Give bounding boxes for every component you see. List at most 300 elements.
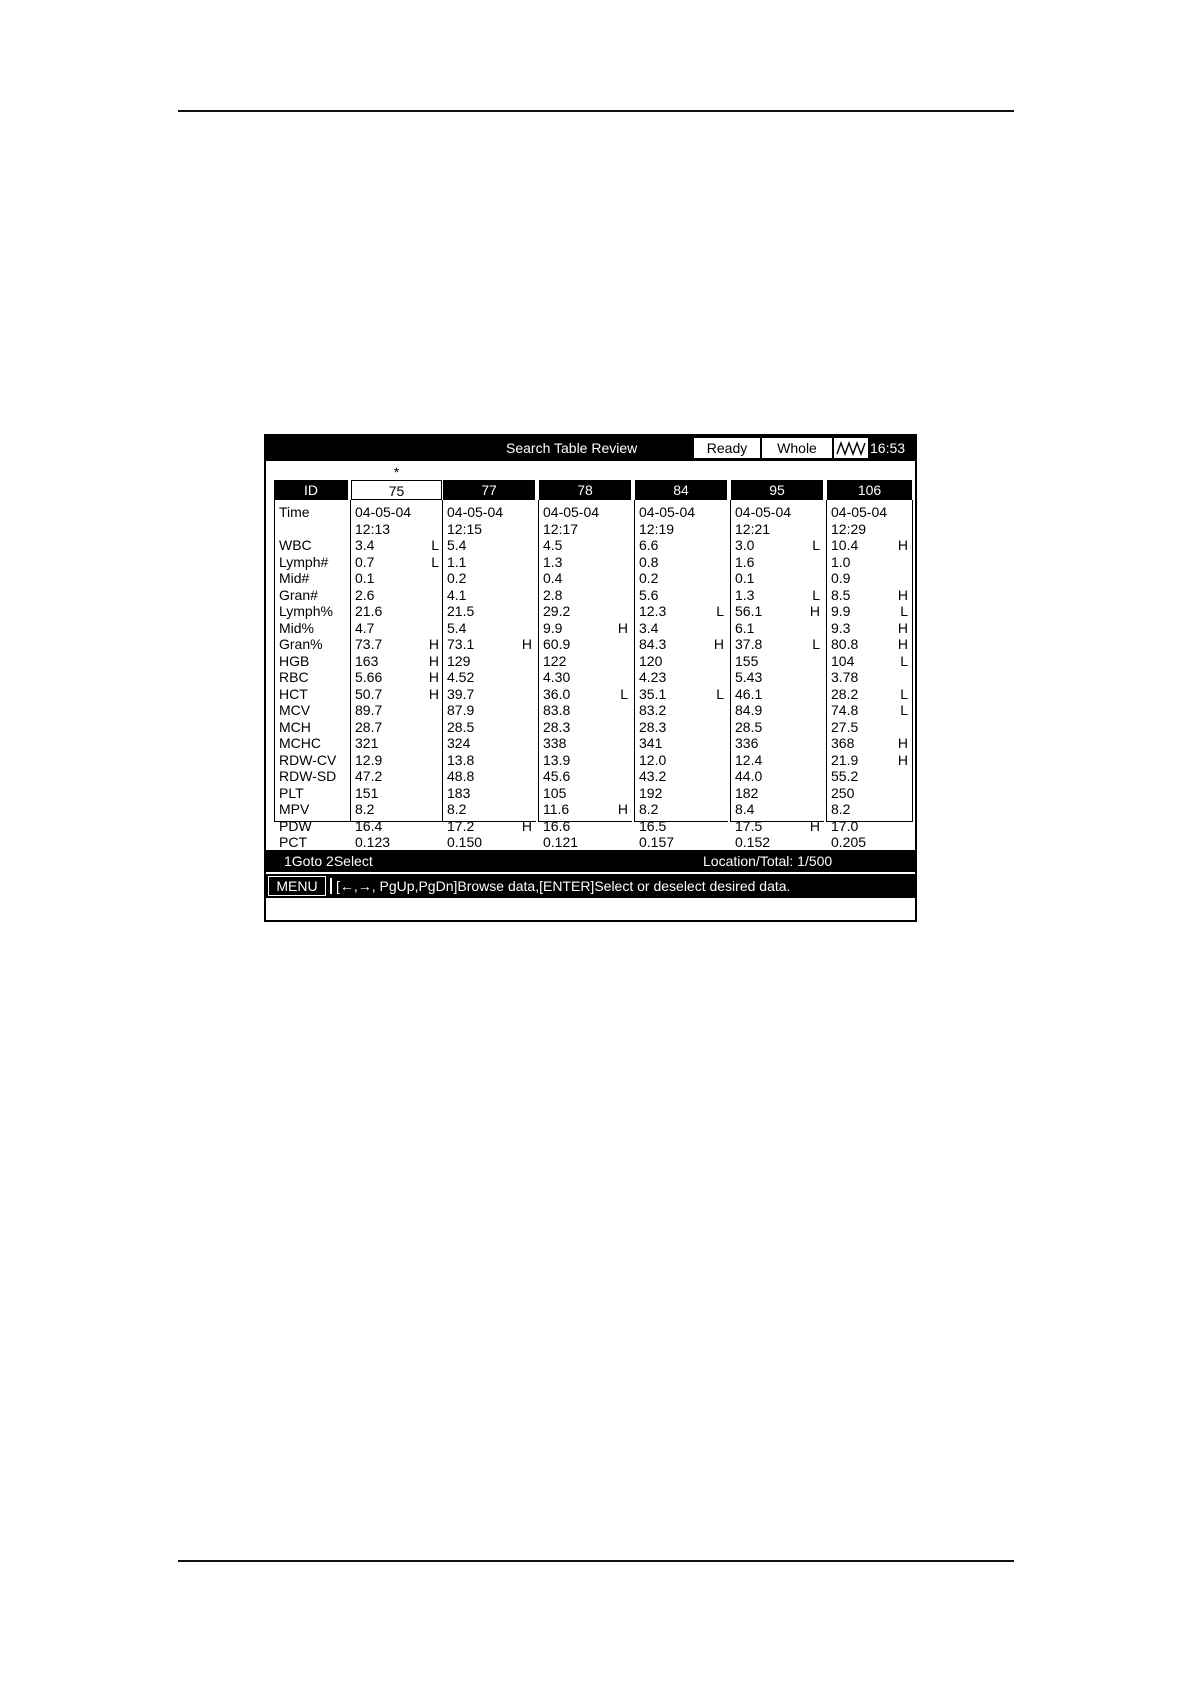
result-cell — [735, 768, 820, 784]
result-cell — [639, 818, 724, 834]
result-flag: L — [431, 537, 439, 553]
result-value: 28.2 — [831, 685, 859, 702]
result-cell — [355, 669, 439, 685]
result-cell — [639, 768, 724, 784]
clock: 16:53 — [870, 440, 906, 456]
result-cell — [831, 653, 908, 669]
result-value: 10.4 — [831, 537, 859, 553]
result-cell — [639, 587, 724, 603]
result-cell — [543, 834, 628, 850]
result-cell — [543, 719, 628, 735]
result-value: 4.5 — [543, 537, 563, 553]
result-value: 45.6 — [543, 768, 571, 784]
result-cell — [355, 603, 439, 619]
result-value: 84.3 — [639, 636, 667, 652]
sample-date: 04-05-04 — [447, 504, 504, 520]
result-flag: H — [521, 817, 532, 834]
result-cell — [639, 735, 724, 751]
result-value: 0.123 — [355, 834, 391, 850]
menu-button[interactable]: MENU — [268, 876, 326, 896]
result-cell — [447, 818, 532, 834]
result-cell — [831, 686, 908, 702]
parameter-label: RBC — [279, 669, 309, 685]
parameter-label: Gran# — [279, 586, 318, 603]
result-cell — [735, 636, 820, 652]
sample-time: 12:21 — [735, 520, 771, 537]
sample-column-75[interactable] — [350, 452, 443, 850]
result-value: 13.8 — [447, 751, 475, 768]
result-value: 122 — [543, 652, 567, 669]
sample-time: 12:13 — [355, 520, 391, 537]
sample-id-header[interactable]: 75 — [351, 480, 442, 500]
result-value: 36.0 — [543, 685, 571, 702]
result-value: 5.66 — [355, 669, 383, 685]
result-value: 28.3 — [543, 718, 571, 735]
result-cell — [831, 719, 908, 735]
result-cell — [831, 834, 908, 850]
result-value: 28.5 — [447, 718, 475, 735]
result-cell — [355, 636, 439, 652]
result-value: 163 — [355, 652, 379, 669]
result-value: 192 — [639, 784, 663, 801]
result-value: 120 — [639, 652, 663, 669]
result-cell — [447, 537, 532, 553]
id-header: ID — [274, 480, 348, 500]
parameter-label: MCV — [279, 702, 311, 718]
result-cell — [355, 587, 439, 603]
result-cell — [447, 570, 532, 586]
result-flag: H — [428, 685, 439, 702]
result-value: 0.150 — [447, 834, 483, 850]
result-value: 182 — [735, 784, 759, 801]
result-cell — [735, 686, 820, 702]
parameter-label-column — [274, 452, 350, 850]
result-value: 87.9 — [447, 702, 475, 718]
result-cell — [735, 587, 820, 603]
result-flag: L — [900, 685, 908, 702]
result-cell — [543, 818, 628, 834]
result-cell — [639, 603, 724, 619]
sample-column-body — [730, 500, 824, 850]
result-cell — [831, 702, 908, 718]
result-cell — [543, 653, 628, 669]
result-cell — [831, 818, 908, 834]
shortcut-hints: 1Goto 2Select — [284, 853, 373, 869]
result-value: 4.30 — [543, 669, 571, 685]
parameter-label: Lymph# — [279, 553, 329, 570]
result-flag: H — [897, 735, 908, 751]
result-value: 73.7 — [355, 636, 383, 652]
result-value: 0.152 — [735, 834, 771, 850]
sample-date: 04-05-04 — [639, 504, 696, 520]
result-value: 2.8 — [543, 586, 563, 603]
parameter-label: PLT — [279, 784, 304, 801]
analyzer-screen — [264, 434, 917, 922]
result-cell — [447, 653, 532, 669]
result-flag: H — [897, 586, 908, 603]
result-cell — [543, 686, 628, 702]
result-cell — [447, 785, 532, 801]
sample-id-header[interactable]: 77 — [443, 480, 535, 500]
result-flag: L — [812, 636, 820, 652]
sample-id-header[interactable]: 95 — [731, 480, 823, 500]
result-cell — [735, 702, 820, 718]
result-value: 0.4 — [543, 570, 563, 586]
result-value: 46.1 — [735, 685, 763, 702]
result-cell — [543, 603, 628, 619]
result-cell — [355, 735, 439, 751]
sample-time: 12:17 — [543, 520, 579, 537]
result-cell — [447, 669, 532, 685]
result-cell — [639, 653, 724, 669]
label-column-body — [274, 500, 350, 850]
result-value: 0.7 — [355, 553, 375, 570]
sample-time: 12:19 — [639, 520, 675, 537]
result-flag: H — [897, 636, 908, 652]
sample-column-95[interactable] — [730, 452, 824, 850]
result-cell — [543, 537, 628, 553]
result-cell — [355, 801, 439, 817]
result-flag: L — [431, 553, 439, 570]
result-cell — [355, 785, 439, 801]
result-cell — [543, 702, 628, 718]
result-value: 104 — [831, 652, 855, 669]
result-flag: H — [809, 603, 820, 619]
screen-title: Search Table Review — [506, 440, 638, 456]
page-top-rule — [178, 110, 1014, 112]
result-cell — [735, 653, 820, 669]
result-cell — [639, 719, 724, 735]
result-cell — [831, 554, 908, 570]
result-cell — [355, 620, 439, 636]
sample-column-106[interactable] — [826, 452, 913, 850]
parameter-label: Gran% — [279, 636, 323, 652]
parameter-label: RDW-SD — [279, 768, 337, 784]
result-flag: H — [428, 669, 439, 685]
result-value: 83.2 — [639, 702, 667, 718]
result-value: 0.8 — [639, 553, 659, 570]
result-value: 2.6 — [355, 586, 375, 603]
result-value: 17.2 — [447, 817, 475, 834]
selection-marker: * — [393, 464, 400, 480]
result-flag: L — [716, 603, 724, 619]
sample-column-body — [350, 500, 443, 850]
sample-column-body — [442, 500, 536, 850]
result-cell — [355, 719, 439, 735]
result-value: 35.1 — [639, 685, 667, 702]
result-cell — [355, 834, 439, 850]
result-cell — [543, 570, 628, 586]
result-value: 16.4 — [355, 817, 383, 834]
result-cell — [543, 768, 628, 784]
result-value: 8.5 — [831, 586, 851, 603]
result-cell — [831, 801, 908, 817]
result-value: 21.5 — [447, 603, 475, 619]
result-cell — [447, 702, 532, 718]
result-value: 3.4 — [355, 537, 375, 553]
result-value: 11.6 — [543, 801, 570, 817]
result-cell — [735, 719, 820, 735]
result-flag: H — [428, 636, 439, 652]
parameter-label: Time — [279, 504, 310, 520]
result-cell — [639, 554, 724, 570]
result-cell — [831, 636, 908, 652]
result-cell — [735, 785, 820, 801]
result-value: 0.1 — [355, 570, 375, 586]
result-cell — [639, 702, 724, 718]
result-value: 28.3 — [639, 718, 667, 735]
result-cell — [639, 570, 724, 586]
result-cell — [639, 785, 724, 801]
result-value: 9.9 — [543, 619, 563, 636]
result-value: 1.1 — [447, 553, 467, 570]
result-value: 5.4 — [447, 537, 467, 553]
result-value: 27.5 — [831, 718, 859, 735]
result-value: 8.2 — [447, 801, 467, 817]
result-value: 8.2 — [831, 801, 851, 817]
result-cell — [543, 620, 628, 636]
result-flag: L — [900, 603, 908, 619]
result-cell — [639, 636, 724, 652]
status-indicator: Ready — [694, 438, 760, 458]
result-cell — [355, 768, 439, 784]
parameter-label: MPV — [279, 801, 310, 817]
sample-id-header[interactable]: 84 — [635, 480, 727, 500]
result-value: 183 — [447, 784, 471, 801]
result-flag: L — [812, 586, 820, 603]
result-cell — [543, 554, 628, 570]
result-flag: L — [900, 702, 908, 718]
parameter-label: WBC — [279, 537, 312, 553]
parameter-label: Lymph% — [279, 603, 333, 619]
result-cell — [543, 735, 628, 751]
sample-column-body — [634, 500, 728, 850]
result-cell — [355, 570, 439, 586]
result-value: 9.3 — [831, 619, 851, 636]
result-value: 3.0 — [735, 537, 755, 553]
result-value: 44.0 — [735, 768, 763, 784]
result-value: 74.8 — [831, 702, 859, 718]
result-value: 21.9 — [831, 751, 859, 768]
mode-indicator: Whole — [762, 438, 832, 458]
sample-date: 04-05-04 — [355, 504, 412, 520]
sample-id-header[interactable]: 106 — [827, 480, 912, 500]
help-text: [←,→, PgUp,PgDn]Browse data,[ENTER]Select or deselect desired data. — [330, 878, 790, 894]
sample-id-header[interactable]: 78 — [539, 480, 631, 500]
result-value: 0.205 — [831, 834, 867, 850]
result-cell — [543, 801, 628, 817]
result-cell — [639, 801, 724, 817]
sample-time: 12:15 — [447, 520, 483, 537]
result-value: 5.6 — [639, 586, 659, 603]
result-value: 56.1 — [735, 603, 763, 619]
result-value: 4.1 — [447, 586, 467, 603]
result-cell — [639, 752, 724, 768]
result-value: 250 — [831, 784, 855, 801]
result-value: 80.8 — [831, 636, 859, 652]
result-value: 105 — [543, 784, 567, 801]
result-value: 155 — [735, 652, 759, 669]
sample-column-77[interactable] — [442, 452, 536, 850]
result-cell — [735, 818, 820, 834]
parameter-label: Mid# — [279, 570, 310, 586]
result-cell — [543, 636, 628, 652]
result-value: 89.7 — [355, 702, 383, 718]
result-value: 37.8 — [735, 636, 763, 652]
result-value: 1.0 — [831, 553, 851, 570]
result-cell — [447, 686, 532, 702]
result-cell — [831, 669, 908, 685]
result-cell — [447, 752, 532, 768]
result-cell — [543, 752, 628, 768]
parameter-label: HGB — [279, 652, 310, 669]
result-cell — [831, 768, 908, 784]
result-value: 47.2 — [355, 768, 383, 784]
result-value: 321 — [355, 735, 379, 751]
result-value: 6.1 — [735, 619, 755, 636]
parameter-label: PCT — [279, 834, 307, 850]
result-flag: L — [812, 537, 820, 553]
result-cell — [735, 537, 820, 553]
result-value: 5.43 — [735, 669, 763, 685]
result-cell — [447, 834, 532, 850]
result-value: 368 — [831, 735, 855, 751]
parameter-label: Mid% — [279, 619, 315, 636]
result-value: 1.3 — [543, 553, 563, 570]
result-cell — [447, 554, 532, 570]
result-cell — [355, 686, 439, 702]
result-cell — [447, 801, 532, 817]
result-cell — [831, 785, 908, 801]
result-cell — [735, 801, 820, 817]
result-value: 1.3 — [735, 586, 755, 603]
parameter-label: HCT — [279, 685, 308, 702]
result-flag: H — [617, 801, 628, 817]
result-value: 0.2 — [447, 570, 467, 586]
result-value: 73.1 — [447, 636, 475, 652]
result-value: 16.6 — [543, 817, 571, 834]
results-table — [274, 452, 913, 850]
parameter-label: MCHC — [279, 735, 321, 751]
result-value: 336 — [735, 735, 759, 751]
result-value: 8.4 — [735, 801, 755, 817]
result-value: 28.7 — [355, 718, 383, 735]
result-cell — [447, 768, 532, 784]
result-value: 12.9 — [355, 751, 383, 768]
result-flag: H — [713, 636, 724, 652]
result-value: 48.8 — [447, 768, 475, 784]
result-value: 338 — [543, 735, 567, 751]
result-cell — [355, 702, 439, 718]
result-value: 0.157 — [639, 834, 675, 850]
result-value: 50.7 — [355, 685, 383, 702]
result-value: 60.9 — [543, 636, 571, 652]
result-cell — [355, 537, 439, 553]
sample-date: 04-05-04 — [831, 504, 888, 520]
result-value: 1.6 — [735, 553, 755, 570]
result-value: 16.5 — [639, 817, 667, 834]
result-flag: L — [620, 685, 628, 702]
result-cell — [735, 603, 820, 619]
result-value: 39.7 — [447, 685, 475, 702]
result-value: 0.2 — [639, 570, 659, 586]
result-flag: H — [897, 537, 908, 553]
result-value: 4.52 — [447, 669, 475, 685]
result-cell — [639, 620, 724, 636]
result-value: 17.0 — [831, 817, 859, 834]
result-value: 28.5 — [735, 718, 763, 735]
menu-bar — [266, 874, 915, 898]
result-cell — [639, 686, 724, 702]
result-cell — [447, 636, 532, 652]
result-cell — [639, 537, 724, 553]
result-cell — [735, 620, 820, 636]
result-flag: H — [428, 652, 439, 669]
result-value: 151 — [355, 784, 379, 801]
result-cell — [831, 570, 908, 586]
result-cell — [831, 587, 908, 603]
sample-column-78[interactable] — [538, 452, 632, 850]
result-cell — [447, 587, 532, 603]
result-flag: H — [809, 817, 820, 834]
result-cell — [831, 603, 908, 619]
sample-column-body — [826, 500, 913, 850]
parameter-label: PDW — [279, 817, 312, 834]
result-cell — [831, 537, 908, 553]
result-cell — [831, 620, 908, 636]
result-cell — [831, 735, 908, 751]
result-cell — [735, 752, 820, 768]
result-value: 324 — [447, 735, 471, 751]
result-value: 0.9 — [831, 570, 851, 586]
result-flag: H — [521, 636, 532, 652]
result-cell — [355, 818, 439, 834]
result-value: 8.2 — [355, 801, 375, 817]
sample-date: 04-05-04 — [735, 504, 792, 520]
result-cell — [447, 603, 532, 619]
result-value: 17.5 — [735, 817, 763, 834]
result-value: 0.1 — [735, 570, 755, 586]
sample-column-84[interactable] — [634, 452, 728, 850]
result-flag: L — [900, 652, 908, 669]
result-value: 129 — [447, 652, 471, 669]
result-cell — [831, 752, 908, 768]
result-value: 84.9 — [735, 702, 763, 718]
result-value: 341 — [639, 735, 663, 751]
shortcut-bar — [266, 850, 915, 872]
result-value: 4.23 — [639, 669, 667, 685]
result-value: 83.8 — [543, 702, 571, 718]
result-cell — [735, 669, 820, 685]
result-value: 12.0 — [639, 751, 667, 768]
result-value: 3.78 — [831, 669, 859, 685]
result-cell — [735, 735, 820, 751]
result-value: 6.6 — [639, 537, 659, 553]
result-cell — [639, 834, 724, 850]
result-cell — [355, 554, 439, 570]
parameter-label: MCH — [279, 718, 311, 735]
result-value: 21.6 — [355, 603, 383, 619]
result-flag: L — [716, 685, 724, 702]
result-value: 43.2 — [639, 768, 667, 784]
parameter-label: RDW-CV — [279, 751, 337, 768]
result-value: 13.9 — [543, 751, 571, 768]
sample-date: 04-05-04 — [543, 504, 600, 520]
result-cell — [639, 669, 724, 685]
location-counter: Location/Total: 1/500 — [703, 853, 833, 869]
result-cell — [355, 653, 439, 669]
sample-time: 12:29 — [831, 520, 867, 537]
